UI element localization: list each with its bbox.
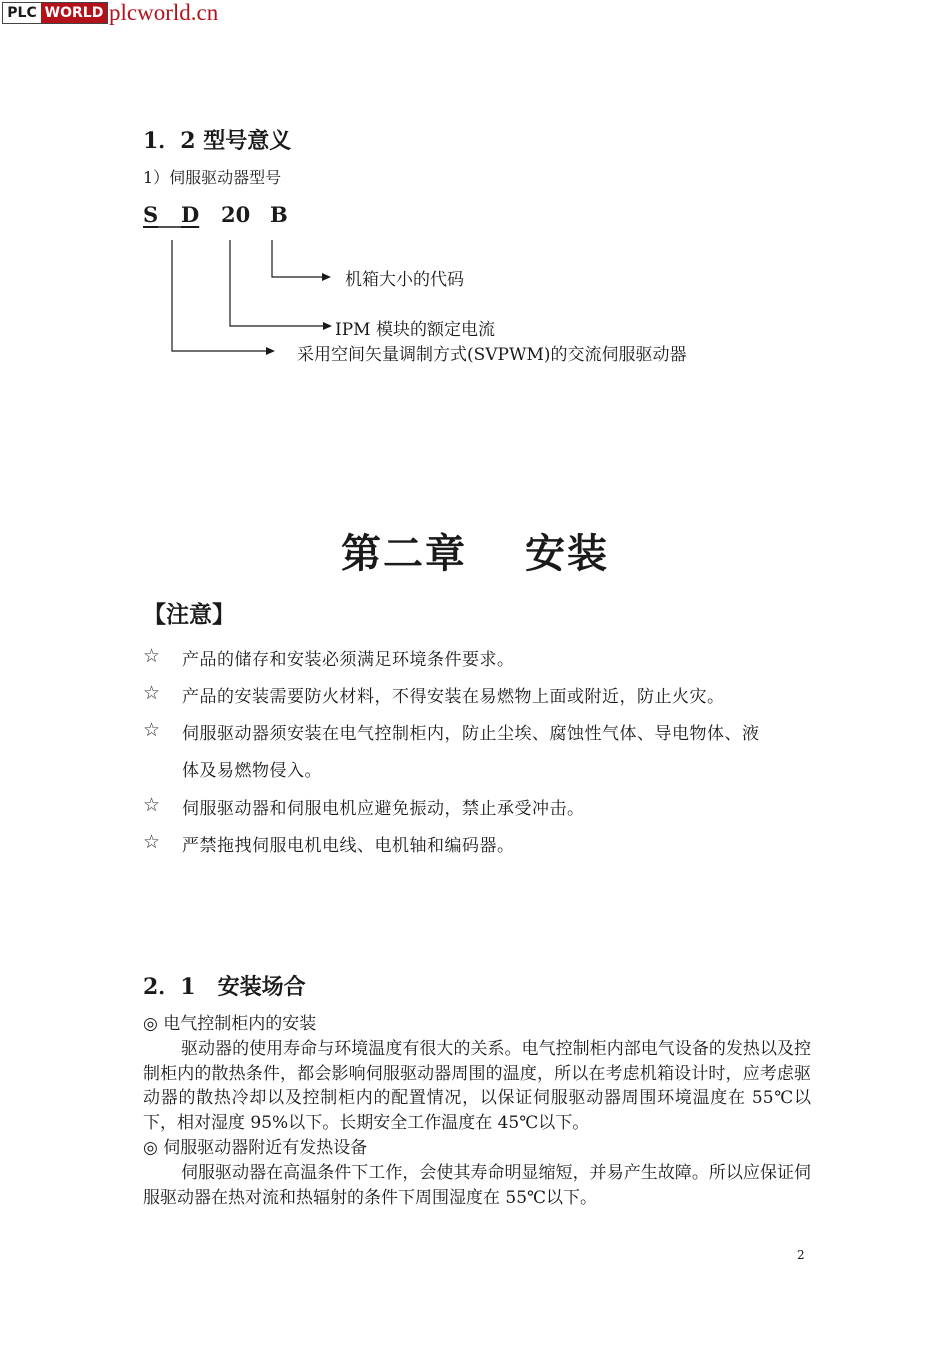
logo-url-text: plcworld.cn bbox=[109, 0, 219, 25]
star-outline-icon: ☆ bbox=[143, 831, 161, 853]
subheading-heat-equipment: ◎ 伺服驱动器附近有发热设备 bbox=[143, 1138, 368, 1158]
notice-item: 严禁拖拽伺服电机电线、电机轴和编码器。 bbox=[182, 836, 515, 856]
star-outline-icon: ☆ bbox=[143, 794, 161, 816]
b-arrowhead bbox=[322, 273, 331, 281]
notice-item: 产品的安装需要防火材料，不得安装在易燃物上面或附近，防止火灾。 bbox=[182, 687, 725, 707]
ipm-pointer-line bbox=[230, 240, 327, 326]
annotation-chassis-code: 机箱大小的代码 bbox=[345, 270, 464, 290]
notice-item: 伺服驱动器和伺服电机应避免振动，禁止承受冲击。 bbox=[182, 799, 585, 819]
logo-world-text: WORLD bbox=[41, 3, 107, 23]
chapter-title: 第二章 安装 bbox=[341, 530, 609, 577]
annotation-svpwm-drive: 采用空间矢量调制方式(SVPWM)的交流伺服驱动器 bbox=[297, 345, 687, 365]
page-number: 2 bbox=[797, 1248, 805, 1262]
notice-item: 伺服驱动器须安装在电气控制柜内，防止尘埃、腐蚀性气体、导电物体、液 bbox=[182, 724, 760, 744]
star-outline-icon: ☆ bbox=[143, 719, 161, 741]
model-subtitle: 1）伺服驱动器型号 bbox=[143, 168, 282, 187]
sd-pointer-line bbox=[172, 240, 270, 351]
sd-arrowhead bbox=[266, 347, 275, 355]
b-pointer-line bbox=[272, 240, 326, 277]
annotation-ipm-current: IPM 模块的额定电流 bbox=[335, 320, 495, 340]
subheading-cabinet-install: ◎ 电气控制柜内的安装 bbox=[143, 1014, 317, 1034]
paragraph-cabinet-install: 驱动器的使用寿命与环境温度有很大的关系。电气控制柜内部电气设备的发热以及控制柜内的散热条件，都会影响伺服驱动器周围的温度，所以在考虑机箱设计时，应考虑驱动器的散热冷却以及控制柜内的配置情况，以保证伺服驱动器周围环境温度在 55℃以下，相对湿度 95%以下。长期安全工作温度在 45℃以下。 bbox=[143, 1039, 811, 1134]
paragraph-heat-equipment: 伺服驱动器在高温条件下工作，会使其寿命明显缩短，并易产生故障。所以应保证伺服驱动器在热对流和热辐射的条件下周围湿度在 55℃以下。 bbox=[143, 1163, 811, 1208]
section-heading-2-1: 2．1 安装场合 bbox=[143, 974, 306, 1000]
ipm-arrowhead bbox=[323, 322, 332, 330]
star-outline-icon: ☆ bbox=[143, 682, 161, 704]
logo-plc-text: PLC bbox=[3, 3, 41, 23]
model-chassis-code: B bbox=[270, 202, 288, 227]
notice-item-continuation: 体及易燃物侵入。 bbox=[182, 761, 322, 781]
star-outline-icon: ☆ bbox=[143, 645, 161, 667]
section-heading-1-2: 1．2 型号意义 bbox=[143, 128, 292, 154]
model-letter-d: D bbox=[181, 202, 200, 227]
model-letter-s: S bbox=[143, 202, 159, 227]
notice-heading: 【注意】 bbox=[143, 601, 235, 628]
notice-item: 产品的储存和安装必须满足环境条件要求。 bbox=[182, 650, 515, 670]
model-current-code: 20 bbox=[221, 202, 251, 227]
